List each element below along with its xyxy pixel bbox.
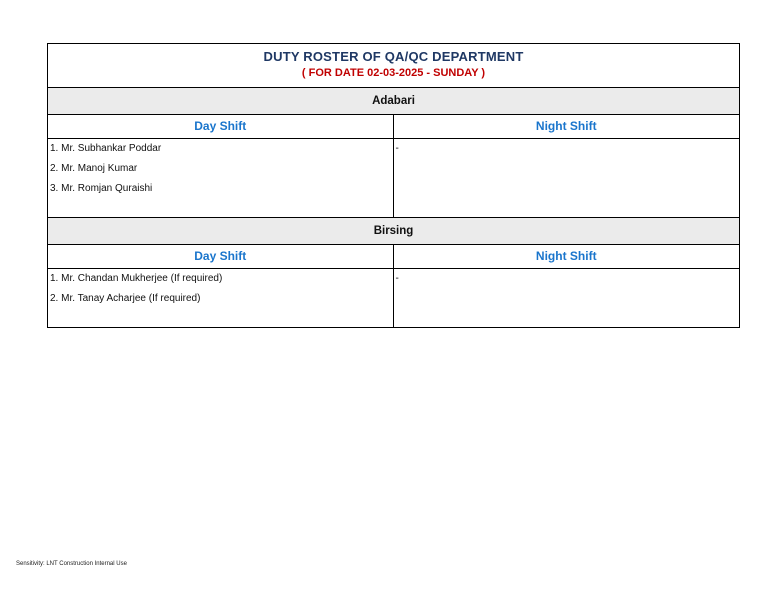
day-shift-header: Day Shift (48, 115, 394, 138)
duty-roster-table (47, 43, 740, 328)
shift-header-row (48, 115, 739, 139)
staff-name: - (395, 273, 399, 284)
staff-name: 2. Mr. Tanay Acharjee (If required) (50, 293, 201, 304)
roster-header (48, 44, 739, 88)
night-shift-header: Night Shift (535, 249, 597, 263)
names-row (48, 269, 739, 327)
staff-name: 1. Mr. Chandan Mukherjee (If required) (50, 273, 223, 284)
staff-name: - (395, 143, 399, 154)
staff-name: 1. Mr. Subhankar Poddar (50, 143, 162, 154)
day-shift-names (48, 269, 394, 327)
day-shift-header: Day Shift (48, 245, 394, 268)
night-shift-names (394, 269, 740, 327)
night-shift-header: Night Shift (535, 119, 597, 133)
day-shift-names (48, 139, 394, 217)
roster-title: DUTY ROSTER OF QA/QC DEPARTMENT (263, 49, 524, 64)
site-header-adabari: Adabari (48, 88, 739, 115)
sensitivity-label: Sensitivity: LNT Construction Internal Use (16, 561, 127, 567)
staff-name: 3. Mr. Romjan Quraishi (50, 183, 153, 194)
names-row (48, 139, 739, 218)
shift-header-row (48, 245, 739, 269)
site-header-birsing: Birsing (48, 218, 739, 245)
night-shift-names (394, 139, 740, 217)
staff-name: 2. Mr. Manoj Kumar (50, 163, 138, 174)
roster-date: ( FOR DATE 02-03-2025 - SUNDAY ) (301, 67, 486, 79)
